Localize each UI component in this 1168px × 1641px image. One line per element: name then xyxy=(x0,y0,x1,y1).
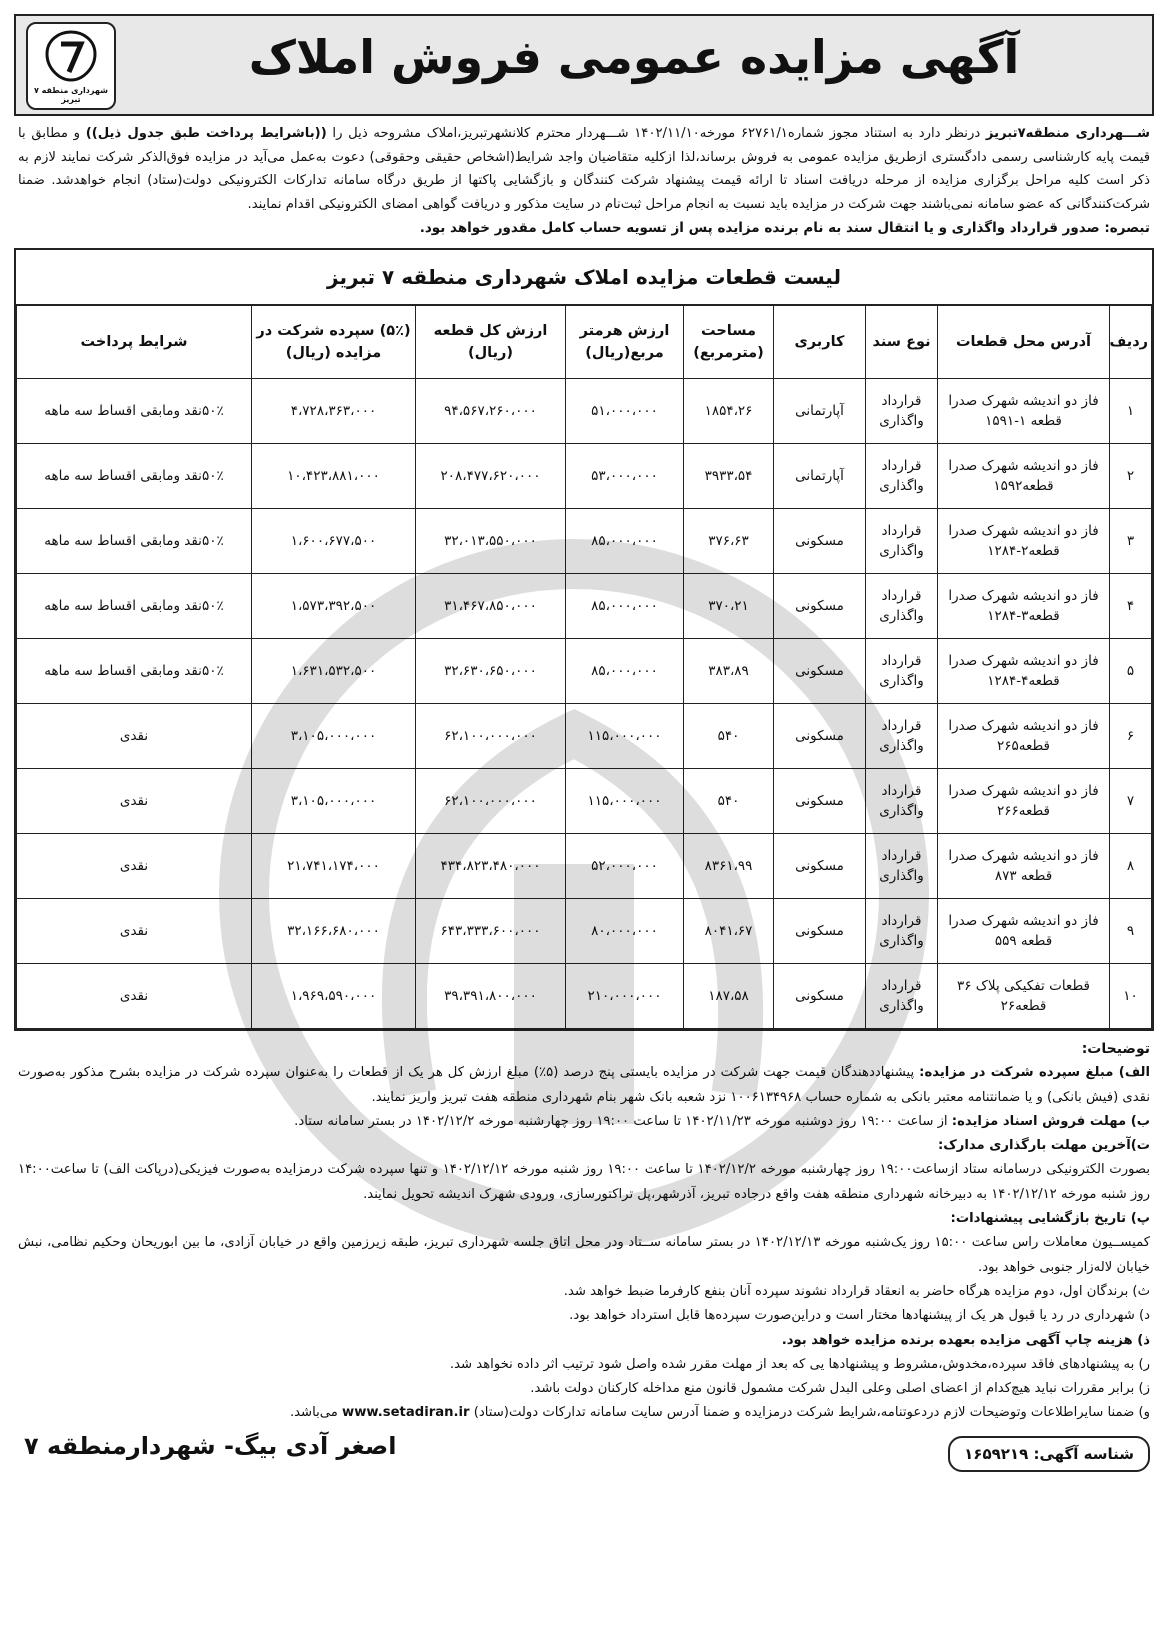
row-deposit: ۳۲،۱۶۶،۶۸۰،۰۰۰ xyxy=(252,899,416,964)
table-row xyxy=(17,704,1152,769)
note-vav-text: و) ضمنا سایراطلاعات وتوضیحات لازم درد‌عوتنامه،شرایط شرکت درمزایده و ضمنا آدرس سایت سامانه تدارکات دولت(ستاد) xyxy=(469,1405,1150,1421)
row-area: ۳۹۳۳،۵۴ xyxy=(684,444,774,509)
row-address: قطعات تفکیکی پلاک ۳۶ قطعه۲۶ xyxy=(938,964,1110,1029)
row-address: فاز دو اندیشه شهرک صدرا قطعه۱۵۹۲ xyxy=(938,444,1110,509)
row-unit-price: ۵۱،۰۰۰،۰۰۰ xyxy=(566,379,684,444)
table-row xyxy=(17,964,1152,1029)
row-area: ۳۷۰،۲۱ xyxy=(684,574,774,639)
row-address: فاز دو اندیشه شهرک صدرا قطعه۳-۱۲۸۴ xyxy=(938,574,1110,639)
row-total-value: ۳۲،۰۱۳،۵۵۰،۰۰۰ xyxy=(416,509,566,574)
row-doc-type: قرارداد واگذاری xyxy=(866,704,938,769)
row-usage: مسکونی xyxy=(774,769,866,834)
intro-paragraph xyxy=(14,122,1154,216)
row-unit-price: ۵۳،۰۰۰،۰۰۰ xyxy=(566,444,684,509)
row-number: ۴ xyxy=(1110,574,1152,639)
row-total-value: ۶۲،۱۰۰،۰۰۰،۰۰۰ xyxy=(416,769,566,834)
row-area: ۸۰۴۱،۶۷ xyxy=(684,899,774,964)
col-header-doc-type: نوع سند xyxy=(866,306,938,379)
row-deposit: ۱،۶۳۱،۵۳۲،۵۰۰ xyxy=(252,639,416,704)
intro-text-a: درنظر دارد به استناد مجوز شماره۶۲۷۶۱/۱ مورخه۱۴۰۲/۱۱/۱۰ شـــهردار محترم کلانشهرتبریز،املاک مشروحه ذیل را xyxy=(326,126,986,141)
row-area: ۱۸۷،۵۸ xyxy=(684,964,774,1029)
row-area: ۳۸۳،۸۹ xyxy=(684,639,774,704)
row-number: ۹ xyxy=(1110,899,1152,964)
table-row xyxy=(17,834,1152,899)
row-doc-type: قرارداد واگذاری xyxy=(866,769,938,834)
col-header-area: مساحت (مترمربع) xyxy=(684,306,774,379)
row-doc-type: قرارداد واگذاری xyxy=(866,639,938,704)
ad-footer xyxy=(14,1430,1154,1476)
row-payment: نقدی xyxy=(17,834,252,899)
table-row xyxy=(17,899,1152,964)
note-te-text: بصورت الکترونیکی درسامانه ستاد ازساعت۱۹:۰۰ روز چهارشنبه مورخه ۱۴۰۲/۱۲/۲ تا ساعت ۱۹:۰۰ روز شنبه مورخه ۱۴۰۲/۱۲/۱۲ و تنها سپرده شرکت درمزایده به‌صورت فیزیکی(درپاکت الف) تا ساعت۱۴:۰۰ روز شنبه مورخه ۱۴۰۲/۱۲/۱۲ به دبیرخانه شهرداری منطقه هفت واقع درجاده تبریز، آذرشهر،پل تراکتورسازی، ورودی شهرک اندیشه تحویل نمایند. xyxy=(18,1162,1150,1202)
row-address: فاز دو اندیشه شهرک صدرا قطعه۲-۱۲۸۴ xyxy=(938,509,1110,574)
row-address: فاز دو اندیشه شهرک صدرا قطعه ۸۷۳ xyxy=(938,834,1110,899)
row-unit-price: ۱۱۵،۰۰۰،۰۰۰ xyxy=(566,769,684,834)
intro-bold-org: شـــهرداری منطقه۷تبریز xyxy=(985,126,1150,141)
row-total-value: ۹۴،۵۶۷،۲۶۰،۰۰۰ xyxy=(416,379,566,444)
note-pe-title: پ) تاریخ بازگشایی پیشنهادات: xyxy=(950,1211,1150,1227)
row-doc-type: قرارداد واگذاری xyxy=(866,379,938,444)
col-header-unit-price: ارزش هرمتر مربع(ریال) xyxy=(566,306,684,379)
note-alef-text: پیشنهاددهندگان قیمت جهت شرکت در مزایده بایستی پنج درصد (۵٪) مبلغ ارزش کل هر یک از قطعات را به‌عنوان سپرده شرکت در مزایده بشرح مذکور به‌صورت نقدی (فیش بانکی) و یا ضمانتنامه معتبر بانکی به شماره حساب ۱۰۰۶۱۳۴۹۶۸ نزد شعبه بانک شهر بنام شهرداری منطقه هفت تبریز واریز نمایند. xyxy=(18,1065,1150,1105)
row-area: ۱۸۵۴،۲۶ xyxy=(684,379,774,444)
row-deposit: ۱،۹۶۹،۵۹۰،۰۰۰ xyxy=(252,964,416,1029)
ad-id-badge: شناسه آگهی: ۱۶۵۹۲۱۹ xyxy=(948,1436,1150,1472)
col-header-address: آدرس محل قطعات xyxy=(938,306,1110,379)
row-address: فاز دو اندیشه شهرک صدرا قطعه۲۶۶ xyxy=(938,769,1110,834)
row-usage: مسکونی xyxy=(774,704,866,769)
row-area: ۳۷۶،۶۳ xyxy=(684,509,774,574)
row-payment: ۵۰٪نقد ومابقی اقساط سه ماهه xyxy=(17,574,252,639)
note-alef xyxy=(18,1061,1150,1110)
note-be xyxy=(18,1110,1150,1134)
row-unit-price: ۸۵،۰۰۰،۰۰۰ xyxy=(566,509,684,574)
row-total-value: ۶۴۳،۳۳۳،۶۰۰،۰۰۰ xyxy=(416,899,566,964)
note-vav xyxy=(18,1401,1150,1425)
row-usage: مسکونی xyxy=(774,574,866,639)
logo-icon xyxy=(41,28,101,86)
row-number: ۷ xyxy=(1110,769,1152,834)
row-deposit: ۱۰،۴۲۳،۸۸۱،۰۰۰ xyxy=(252,444,416,509)
row-unit-price: ۸۰،۰۰۰،۰۰۰ xyxy=(566,899,684,964)
row-deposit: ۱،۶۰۰،۶۷۷،۵۰۰ xyxy=(252,509,416,574)
row-payment: نقدی xyxy=(17,769,252,834)
table-header-row xyxy=(17,306,1152,379)
row-deposit: ۳،۱۰۵،۰۰۰،۰۰۰ xyxy=(252,704,416,769)
row-payment: ۵۰٪نقد ومابقی اقساط سه ماهه xyxy=(17,379,252,444)
row-usage: آپارتمانی xyxy=(774,379,866,444)
row-number: ۱۰ xyxy=(1110,964,1152,1029)
mayor-signature: اصغر آدی بیگ- شهردارمنطقه ۷ xyxy=(24,1431,397,1460)
row-doc-type: قرارداد واگذاری xyxy=(866,834,938,899)
intro-bold-terms: ((باشرایط پرداخت طبق جدول ذیل)) xyxy=(85,126,327,141)
row-unit-price: ۵۲،۰۰۰،۰۰۰ xyxy=(566,834,684,899)
note-alef-title: الف) مبلغ سپرده شرکت در مزایده: xyxy=(919,1065,1150,1081)
col-header-usage: کاربری xyxy=(774,306,866,379)
row-deposit: ۲۱،۷۴۱،۱۷۴،۰۰۰ xyxy=(252,834,416,899)
row-doc-type: قرارداد واگذاری xyxy=(866,509,938,574)
row-doc-type: قرارداد واگذاری xyxy=(866,574,938,639)
intro-note: تبصره: صدور قرارداد واگذاری و یا انتقال سند به نام برنده مزایده پس از تسویه حساب کامل مقدور خواهد بود. xyxy=(419,220,1150,236)
table-row xyxy=(17,639,1152,704)
row-doc-type: قرارداد واگذاری xyxy=(866,964,938,1029)
row-deposit: ۴،۷۲۸،۳۶۳،۰۰۰ xyxy=(252,379,416,444)
row-number: ۱ xyxy=(1110,379,1152,444)
row-address: فاز دو اندیشه شهرک صدرا قطعه۲۶۵ xyxy=(938,704,1110,769)
row-usage: مسکونی xyxy=(774,834,866,899)
row-address: فاز دو اندیشه شهرک صدرا قطعه ۱-۱۵۹۱ xyxy=(938,379,1110,444)
notes-heading: توضیحات: xyxy=(1081,1041,1150,1057)
row-usage: مسکونی xyxy=(774,639,866,704)
note-be-title: ب) مهلت فروش اسناد مزایده: xyxy=(951,1113,1150,1129)
row-payment: نقدی xyxy=(17,704,252,769)
row-doc-type: قرارداد واگذاری xyxy=(866,899,938,964)
ad-header xyxy=(14,14,1154,116)
table-row xyxy=(17,574,1152,639)
row-usage: مسکونی xyxy=(774,899,866,964)
table-row xyxy=(17,444,1152,509)
note-de: د) شهرداری در رد یا قبول هر یک از پیشنهادها مختار است و دراین‌صورت سپرده‌ها قابل استرداد خواهد بود. xyxy=(569,1308,1150,1324)
page-title: آگهی مزایده عمومی فروش املاک xyxy=(248,30,1020,84)
note-zal: ذ) هزینه چاپ آگهی مزایده بعهده برنده مزایده خواهد بود. xyxy=(781,1332,1150,1348)
row-payment: نقدی xyxy=(17,899,252,964)
ad-page xyxy=(14,14,1154,1614)
row-payment: نقدی xyxy=(17,964,252,1029)
row-deposit: ۱،۵۷۳،۳۹۲،۵۰۰ xyxy=(252,574,416,639)
table-row xyxy=(17,379,1152,444)
row-number: ۲ xyxy=(1110,444,1152,509)
col-header-row-number: ردیف xyxy=(1110,306,1152,379)
col-header-deposit: (۵٪) سپرده شرکت در مزایده (ریال) xyxy=(252,306,416,379)
row-unit-price: ۸۵،۰۰۰،۰۰۰ xyxy=(566,639,684,704)
note-te-title: ت)آخرین مهلت بارگذاری مدارک: xyxy=(938,1138,1150,1154)
intro-text-b: و مطابق با قیمت پایه کارشناسی رسمی دادگستری ازطریق مزایده عمومی به فروش برساند،لذا ازکلیه متقاضیان واجد شرایط(اشخاص حقیقی وحقوقی) دعوت به‌عمل می‌آید در مزایده فوق‌الذکر شرکت نمایند لازم به ذکر است کلیه مراحل برگزاری مزایده از مرحله دریافت اسناد تا ارائه قیمت پیشنهاد شرکت کنندگان و بازگشایی پاکتها از طریق درگاه سامانه تدارکات الکترونیکی دولت(ستاد) انجام خواهدشد. ضمنا شرکت‌کنندگانی که عضو سامانه نمی‌باشند جهت شرکت در مزایده باید نسبت به انجام مراحل ثبت‌نام در سایت مذکور و دریافت گواهی امضای الکترونیکی اقدام نمایند. xyxy=(18,126,1150,212)
note-re: ر) به پیشنهادهای فاقد سپرده،مخدوش،مشروط و پیشنهادها یی که بعد از مهلت مقرر شده واصل شود ترتیب اثر داده نخواهد شد. xyxy=(449,1356,1150,1372)
row-total-value: ۳۱،۴۶۷،۸۵۰،۰۰۰ xyxy=(416,574,566,639)
row-payment: ۵۰٪نقد ومابقی اقساط سه ماهه xyxy=(17,444,252,509)
row-deposit: ۳،۱۰۵،۰۰۰،۰۰۰ xyxy=(252,769,416,834)
row-address: فاز دو اندیشه شهرک صدرا قطعه ۵۵۹ xyxy=(938,899,1110,964)
row-total-value: ۳۹،۳۹۱،۸۰۰،۰۰۰ xyxy=(416,964,566,1029)
lots-table-box xyxy=(14,248,1154,1031)
col-header-total-value: ارزش کل قطعه (ریال) xyxy=(416,306,566,379)
row-number: ۵ xyxy=(1110,639,1152,704)
row-number: ۶ xyxy=(1110,704,1152,769)
row-usage: مسکونی xyxy=(774,509,866,574)
table-body xyxy=(17,379,1152,1029)
note-ze: ز) برابر مقررات نباید هیچ‌کدام از اعضای اصلی وعلی البدل شرکت مشمول قانون منع مداخله کارکنان دولت باشد. xyxy=(530,1381,1150,1397)
row-usage: مسکونی xyxy=(774,964,866,1029)
row-unit-price: ۱۱۵،۰۰۰،۰۰۰ xyxy=(566,704,684,769)
setad-website-link[interactable]: www.setadiran.ir xyxy=(342,1405,470,1421)
row-number: ۸ xyxy=(1110,834,1152,899)
row-doc-type: قرارداد واگذاری xyxy=(866,444,938,509)
col-header-payment: شرایط پرداخت xyxy=(17,306,252,379)
note-be-text: از ساعت ۱۹:۰۰ روز دوشنبه مورخه ۱۴۰۲/۱۱/۲۳ تا ساعت ۱۹:۰۰ روز چهارشنبه مورخه ۱۴۰۲/۱۲/۲ در بستر سامانه ستاد. xyxy=(294,1113,952,1129)
row-number: ۳ xyxy=(1110,509,1152,574)
row-area: ۸۳۶۱،۹۹ xyxy=(684,834,774,899)
row-unit-price: ۲۱۰،۰۰۰،۰۰۰ xyxy=(566,964,684,1029)
row-area: ۵۴۰ xyxy=(684,704,774,769)
row-area: ۵۴۰ xyxy=(684,769,774,834)
row-total-value: ۶۲،۱۰۰،۰۰۰،۰۰۰ xyxy=(416,704,566,769)
municipality-logo xyxy=(26,22,116,110)
table-title: لیست قطعات مزایده املاک شهرداری منطقه ۷ تبریز xyxy=(16,250,1152,305)
logo-org-label: شهرداری منطقه ۷ تبریز xyxy=(34,86,108,104)
row-payment: ۵۰٪نقد ومابقی اقساط سه ماهه xyxy=(17,509,252,574)
table-row xyxy=(17,769,1152,834)
row-address: فاز دو اندیشه شهرک صدرا قطعه۴-۱۲۸۴ xyxy=(938,639,1110,704)
row-usage: آپارتمانی xyxy=(774,444,866,509)
row-unit-price: ۸۵،۰۰۰،۰۰۰ xyxy=(566,574,684,639)
row-total-value: ۲۰۸،۴۷۷،۶۲۰،۰۰۰ xyxy=(416,444,566,509)
note-se: ث) برندگان اول، دوم مزایده هرگاه حاضر به انعقاد قرارداد نشوند سپرده آنان بنفع کارفرما ضبط خواهد شد. xyxy=(563,1283,1150,1299)
table-row xyxy=(17,509,1152,574)
note-vav-end: می‌باشد. xyxy=(289,1405,343,1421)
row-payment: ۵۰٪نقد ومابقی اقساط سه ماهه xyxy=(17,639,252,704)
lots-table xyxy=(16,305,1152,1029)
row-total-value: ۴۳۴،۸۲۳،۴۸۰،۰۰۰ xyxy=(416,834,566,899)
notes-section xyxy=(14,1037,1154,1426)
row-total-value: ۳۲،۶۳۰،۶۵۰،۰۰۰ xyxy=(416,639,566,704)
note-pe-text: کمیســیون معاملات راس ساعت ۱۵:۰۰ روز یک‌شنبه مورخه ۱۴۰۲/۱۲/۱۳ در بستر سامانه ســتاد ودر محل اتاق جلسه شهرداری تبریز، طبقه زیرزمین واقع در خیابان آزادی، ما بین ابوریحان وحکیم نظامی، نبش خیابان لاله‌زار جنوبی خواهد بود. xyxy=(18,1235,1150,1275)
